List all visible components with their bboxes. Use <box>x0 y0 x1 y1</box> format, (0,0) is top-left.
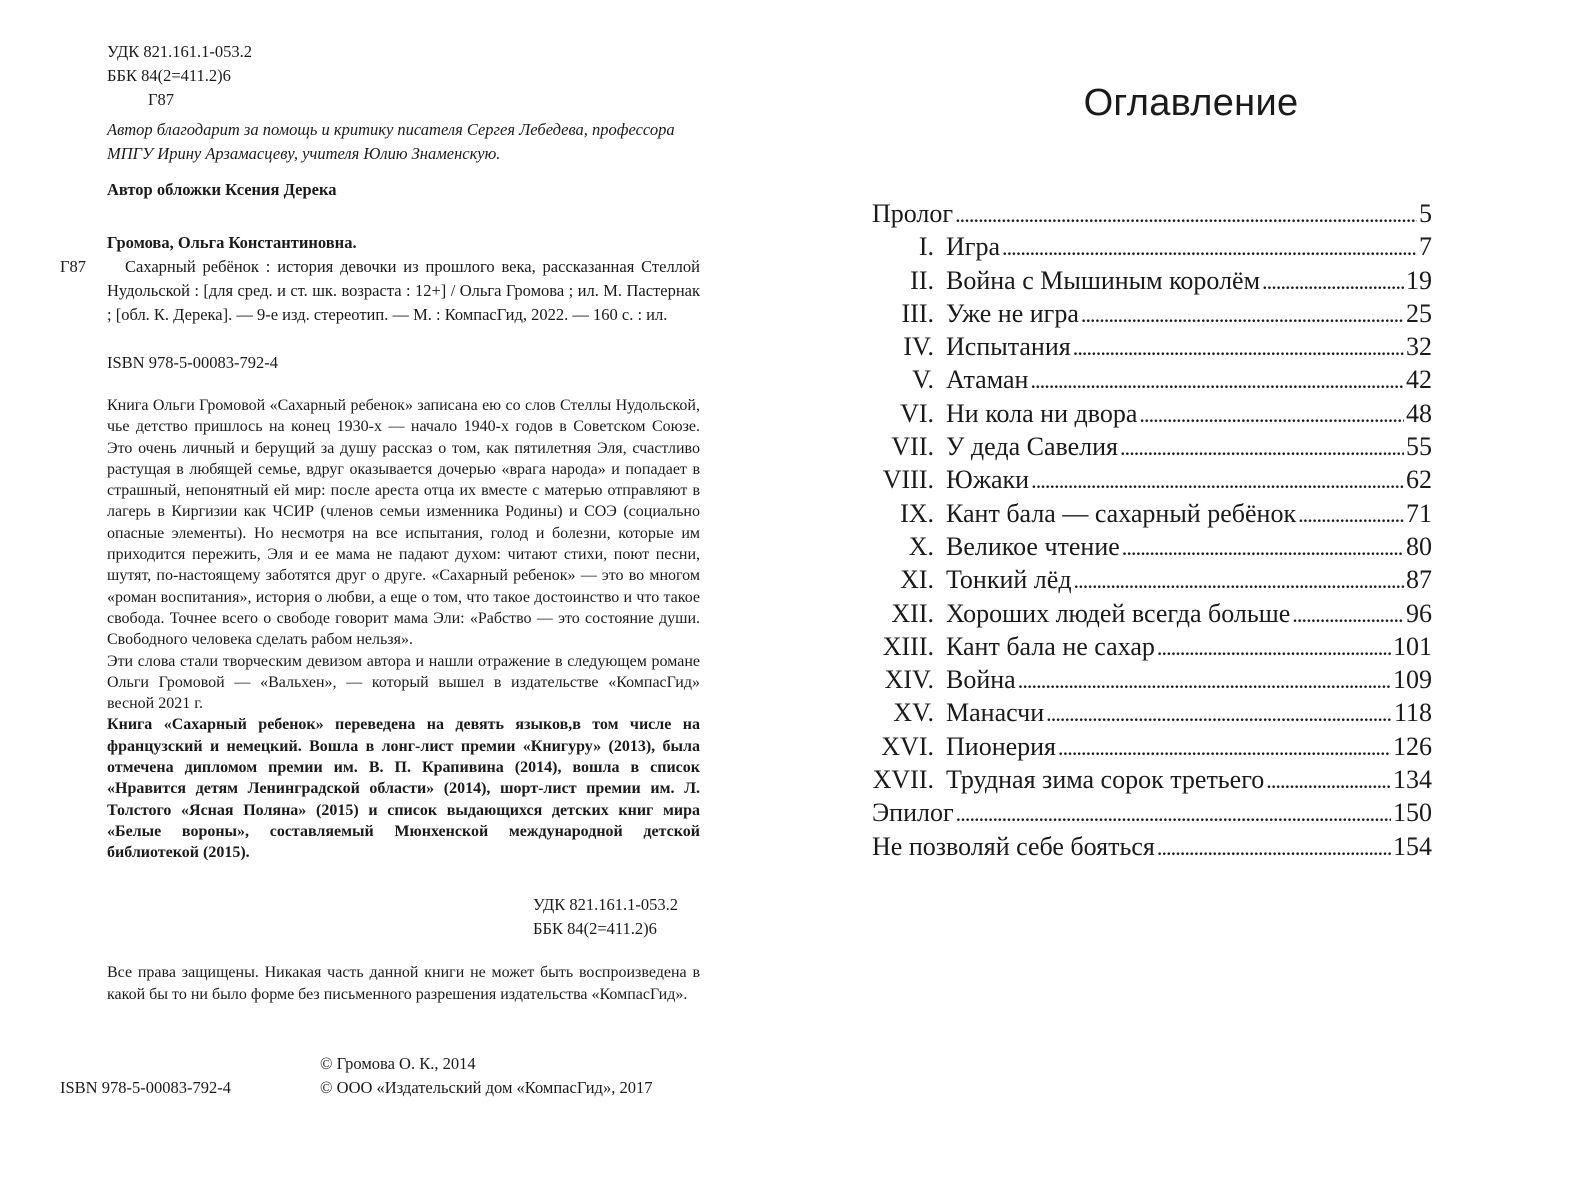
toc-chapter-title: Манасчи <box>946 698 1045 728</box>
toc-page-number: 42 <box>1406 365 1432 395</box>
toc-entry <box>872 297 1432 330</box>
bbk-code: ББК 84(2=411.2)6 <box>107 66 231 85</box>
toc-page-number: 80 <box>1406 531 1432 561</box>
toc-entry <box>872 363 1432 396</box>
toc-leader-dots <box>1122 530 1404 564</box>
toc-chapter-title: У деда Савелия <box>946 432 1118 462</box>
toc-entry <box>872 730 1432 763</box>
toc-chapter-number: XI. <box>900 565 934 595</box>
toc-entry <box>872 497 1432 530</box>
toc-chapter-title: Уже не игра <box>946 298 1079 328</box>
toc-chapter-number: XVI. <box>881 731 934 761</box>
toc-page-number: 118 <box>1393 698 1432 728</box>
toc-leader-dots <box>1074 563 1404 597</box>
toc-chapter-title: Война <box>946 665 1016 695</box>
author-sign: Г87 <box>148 90 175 109</box>
toc-chapter-title: Хороших людей всегда больше <box>946 598 1291 628</box>
toc-page-number: 62 <box>1406 465 1432 495</box>
toc-chapter-title: Эпилог <box>872 798 954 828</box>
toc-chapter-title: Великое чтение <box>946 531 1120 561</box>
toc-page-number: 32 <box>1406 332 1432 362</box>
toc-entry <box>872 796 1432 829</box>
annotation-paragraph: Книга Ольги Громовой «Сахарный ребенок» записана ею со слов Стеллы Нудольской, чье детство пришлось на конец 1930-х — начало 1940-х годов в Советском Союзе. Это очень личный и берущий за душу рассказ о том, как пятилетняя Эля, счастливо растущая в любящей семье, вдруг оказывается дочерью «врага народа» и попадает в страшный, непонятный ей мир: после ареста отца их вместе с матерью отправляют в лагерь в Киргизии как ЧСИР (членов семьи изменника Родины) и СОЭ (социально опасные элементы). Но несмотря на все испытания, голод и болезни, которые им приходится пережить, Эля и ее мама не падают духом: читают стихи, поют песни, шутят, по-настоящему заботятся друг о друге. «Сахарный ребенок» — это во многом «роман воспитания», история о любви, а еще о том, что такое достоинство и что такое свобода. Точнее всего о свободе говорит мама Эли: «Рабство — это состояние души. Свободного человека сделать рабом нельзя». <box>107 397 700 649</box>
toc-entry <box>872 563 1432 596</box>
toc-chapter-number: IV. <box>903 332 934 362</box>
toc-page-number: 87 <box>1406 565 1432 595</box>
toc-chapter-number: XII. <box>891 598 934 628</box>
toc-chapter-number: VIII. <box>882 465 934 495</box>
toc-entry <box>872 230 1432 263</box>
udk-code: УДК 821.161.1-053.2 <box>107 42 253 61</box>
toc-entry <box>872 630 1432 663</box>
toc-entry <box>872 264 1432 297</box>
toc-leader-dots <box>1073 330 1404 364</box>
toc-chapter-title: Кант бала не сахар <box>946 631 1155 661</box>
toc-leader-dots <box>1120 430 1404 464</box>
toc-leader-dots <box>1262 264 1404 298</box>
toc-leader-dots <box>1046 696 1392 730</box>
toc-chapter-number: IX. <box>900 498 934 528</box>
toc-leader-dots <box>1031 463 1404 497</box>
annotation-paragraph: Эти слова стали творческим девизом автора и нашли отражение в следующем романе Ольги Громовой — «Вальхен», — который вышел в издательстве «КомпасГид» весной 2021 г. <box>107 652 700 713</box>
cover-author: Автор обложки Ксения Дерека <box>107 180 337 199</box>
toc-page-number: 101 <box>1393 631 1432 661</box>
toc-chapter-title: Пролог <box>872 199 954 228</box>
biblio-description: Сахарный ребёнок : история девочки из прошлого века, рассказанная Стеллой Нудольской : [для сред. и ст. шк. возраста : 12+] / Ольга Громова ; ил. М. Пастернак ; [обл. К. Дерека]. — 9-е изд. стереотип. — М. : КомпасГид, 2022. — 160 с. : ил. <box>107 257 700 324</box>
toc-page-number: 25 <box>1406 298 1432 328</box>
toc-leader-dots <box>1157 630 1391 664</box>
toc-leader-dots <box>1030 363 1404 397</box>
toc-chapter-number: XIII. <box>882 631 934 661</box>
annotation <box>107 395 700 864</box>
toc-leader-dots <box>1266 763 1391 797</box>
toc-chapter-number: XVII. <box>872 765 934 795</box>
toc-chapter-title: Пионерия <box>946 731 1057 761</box>
isbn: ISBN 978-5-00083-792-4 <box>60 1078 231 1097</box>
toc-chapter-number: II. <box>910 265 934 295</box>
toc-entry <box>872 696 1432 729</box>
copyright-author: © Громова О. К., 2014 <box>320 1054 476 1073</box>
toc-chapter-title: Война с Мышиным королём <box>946 265 1261 295</box>
toc-page-number: 5 <box>1419 199 1432 228</box>
toc-leader-dots <box>1292 597 1404 631</box>
toc-page-number: 55 <box>1406 432 1432 462</box>
udk-code-repeat: УДК 821.161.1-053.2 <box>533 895 679 914</box>
toc-chapter-title: Южаки <box>946 465 1030 495</box>
toc-page-number: 7 <box>1419 232 1432 262</box>
contents-page <box>794 0 1588 1191</box>
annotation-awards: Книга «Сахарный ребенок» переведена на девять языков,в том числе на французский и немецкий. Вошла в лонг-лист премии «Книгуру» (2013), была отмечена дипломом премии им. В. П. Крапивина (2014), вошла в список «Нравится детям Ленинградской области» (2014), шорт-лист премии им. Л. Толстого «Ясная Поляна» (2015) и список выдающихся детских книг мира «Белые вороны», составляемый Мюнхенской международной детской библиотекой (2015). <box>107 716 700 862</box>
toc-chapter-title: Трудная зима сорок третьего <box>946 765 1265 795</box>
toc-page-number: 134 <box>1393 765 1432 795</box>
toc-leader-dots <box>1018 663 1391 697</box>
biblio-sign: Г87 <box>60 257 87 276</box>
toc-chapter-number: VI. <box>900 398 934 428</box>
toc-entry <box>872 197 1432 230</box>
toc-chapter-number: VII. <box>891 432 934 462</box>
toc-leader-dots <box>1081 297 1404 331</box>
toc-page-number: 126 <box>1393 731 1432 761</box>
toc-chapter-title: Игра <box>946 232 1000 262</box>
toc-entry <box>872 830 1432 863</box>
toc-entry <box>872 330 1432 363</box>
toc-entry <box>872 430 1432 463</box>
toc-chapter-title: Тонкий лёд <box>946 565 1072 595</box>
classification-block <box>533 893 678 941</box>
toc-leader-dots <box>956 796 1391 830</box>
toc-entry <box>872 463 1432 496</box>
toc-leader-dots <box>1157 830 1391 864</box>
biblio-isbn: ISBN 978-5-00083-792-4 <box>107 353 278 372</box>
toc-chapter-number: III. <box>901 298 934 328</box>
toc-entry <box>872 663 1432 696</box>
toc-page-number: 154 <box>1393 831 1432 861</box>
toc-leader-dots <box>955 197 1417 231</box>
toc-entry <box>872 397 1432 430</box>
toc-leader-dots <box>1139 397 1404 431</box>
toc-chapter-title: Не позволяй себе бояться <box>872 831 1155 861</box>
toc-chapter-number: XIV. <box>884 665 934 695</box>
rights-notice: Все права защищены. Никакая часть данной книги не может быть воспроизведена в какой бы то ни было форме без письменного разрешения издательства «КомпасГид». <box>107 964 700 1003</box>
table-of-contents <box>872 197 1432 863</box>
biblio-author: Громова, Ольга Константиновна. <box>107 233 357 252</box>
toc-chapter-title: Ни кола ни двора <box>946 398 1138 428</box>
toc-page-number: 96 <box>1406 598 1432 628</box>
page-title: Оглавление <box>1083 82 1299 124</box>
copyright-publisher: © ООО «Издательский дом «КомпасГид», 2017 <box>320 1078 653 1097</box>
toc-page-number: 71 <box>1406 498 1432 528</box>
toc-chapter-title: Кант бала — сахарный ребёнок <box>946 498 1297 528</box>
toc-page-number: 150 <box>1393 798 1432 828</box>
toc-chapter-title: Атаман <box>946 365 1029 395</box>
toc-entry <box>872 597 1432 630</box>
toc-chapter-number: X. <box>908 531 934 561</box>
toc-chapter-number: XV. <box>893 698 934 728</box>
toc-chapter-number: V. <box>912 365 934 395</box>
toc-page-number: 109 <box>1393 665 1432 695</box>
toc-page-number: 19 <box>1406 265 1432 295</box>
bbk-code-repeat: ББК 84(2=411.2)6 <box>533 919 657 938</box>
toc-leader-dots <box>1002 230 1417 264</box>
toc-page-number: 48 <box>1406 398 1432 428</box>
toc-leader-dots <box>1298 497 1404 531</box>
toc-chapter-number: I. <box>918 232 934 262</box>
toc-entry <box>872 530 1432 563</box>
toc-leader-dots <box>1058 730 1391 764</box>
toc-entry <box>872 763 1432 796</box>
toc-chapter-title: Испытания <box>946 332 1071 362</box>
acknowledgements: Автор благодарит за помощь и критику писателя Сергея Лебедева, профессора МПГУ Ирину Арзамасцеву, учителя Юлию Знаменскую. <box>107 120 675 163</box>
